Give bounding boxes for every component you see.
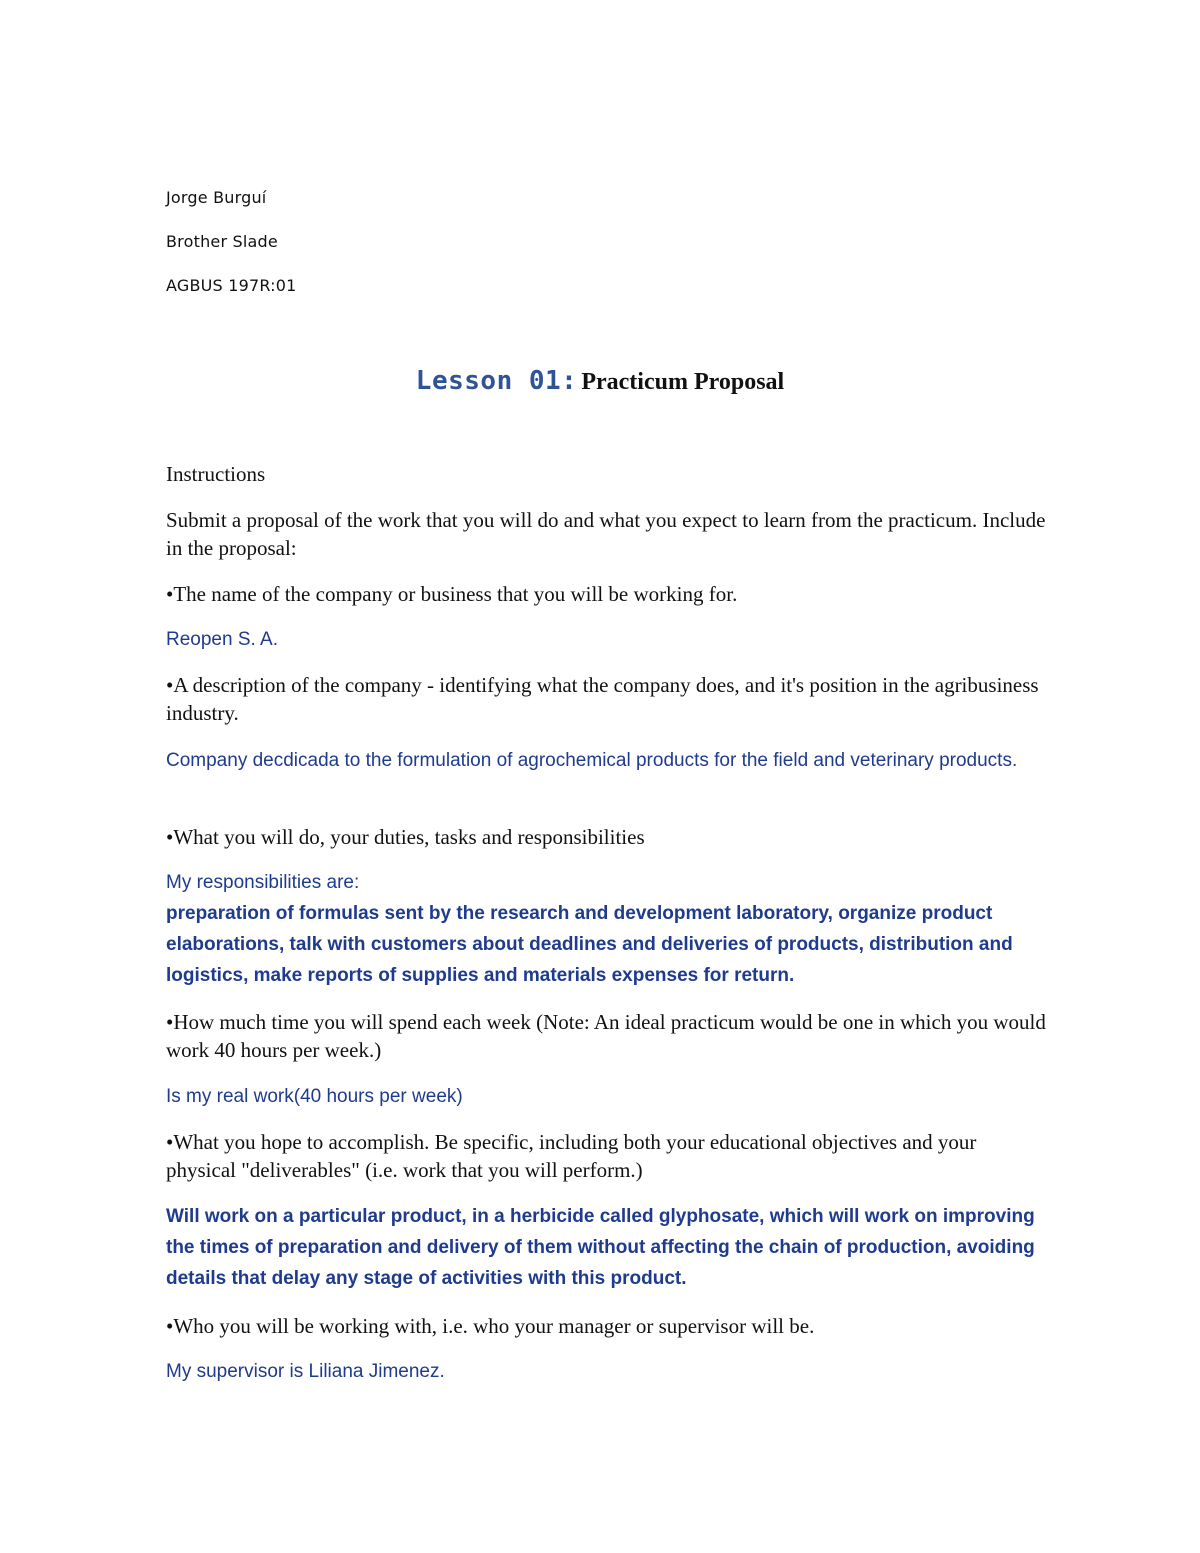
answer-company-description: Company decdicada to the formulation of agrochemical products for the field and veterinary products.	[166, 750, 1018, 771]
question-accomplish: •What you hope to accomplish. Be specific, including both your educational objectives and your physical "deliverables" (i.e. work that you will perform.)	[166, 1130, 977, 1182]
instructions-text: Submit a proposal of the work that you will do and what you expect to learn from the practicum. Include in the proposal:	[166, 508, 1046, 560]
instructions-heading: Instructions	[166, 462, 266, 486]
answer-duties-heading: My responsibilities are:	[166, 872, 360, 893]
question-supervisor: •Who you will be working with, i.e. who your manager or supervisor will be.	[166, 1314, 815, 1338]
page-title	[0, 366, 1200, 396]
answer-company-name: Reopen S. A.	[166, 629, 278, 650]
student-name: Jorge Burguí	[166, 188, 267, 207]
answer-accomplish: Will work on a particular product, in a herbicide called glyphosate, which will work on improving the times of preparation and delivery of them without affecting the chain of production, avoiding details that delay any stage of activities with this product.	[166, 1206, 1035, 1289]
title-subject: Practicum Proposal	[581, 369, 785, 395]
answer-duties-text: preparation of formulas sent by the research and development laboratory, organize product elaborations, talk with customers about deadlines and deliveries of products, distribution and logistics, make reports of supplies and materials expenses for return.	[166, 903, 1013, 986]
title-lesson: Lesson 01:	[415, 366, 578, 396]
answer-time: Is my real work(40 hours per week)	[166, 1086, 463, 1107]
question-company-description: •A description of the company - identifying what the company does, and it's position in the agribusiness industry.	[166, 673, 1039, 725]
course-code: AGBUS 197R:01	[166, 276, 297, 295]
instructor-name: Brother Slade	[166, 232, 278, 251]
answer-supervisor: My supervisor is Liliana Jimenez.	[166, 1361, 445, 1382]
question-duties: •What you will do, your duties, tasks and responsibilities	[166, 825, 645, 849]
question-company-name: •The name of the company or business that you will be working for.	[166, 582, 738, 606]
question-time: •How much time you will spend each week (Note: An ideal practicum would be one in which you would work 40 hours per week.)	[166, 1010, 1046, 1062]
